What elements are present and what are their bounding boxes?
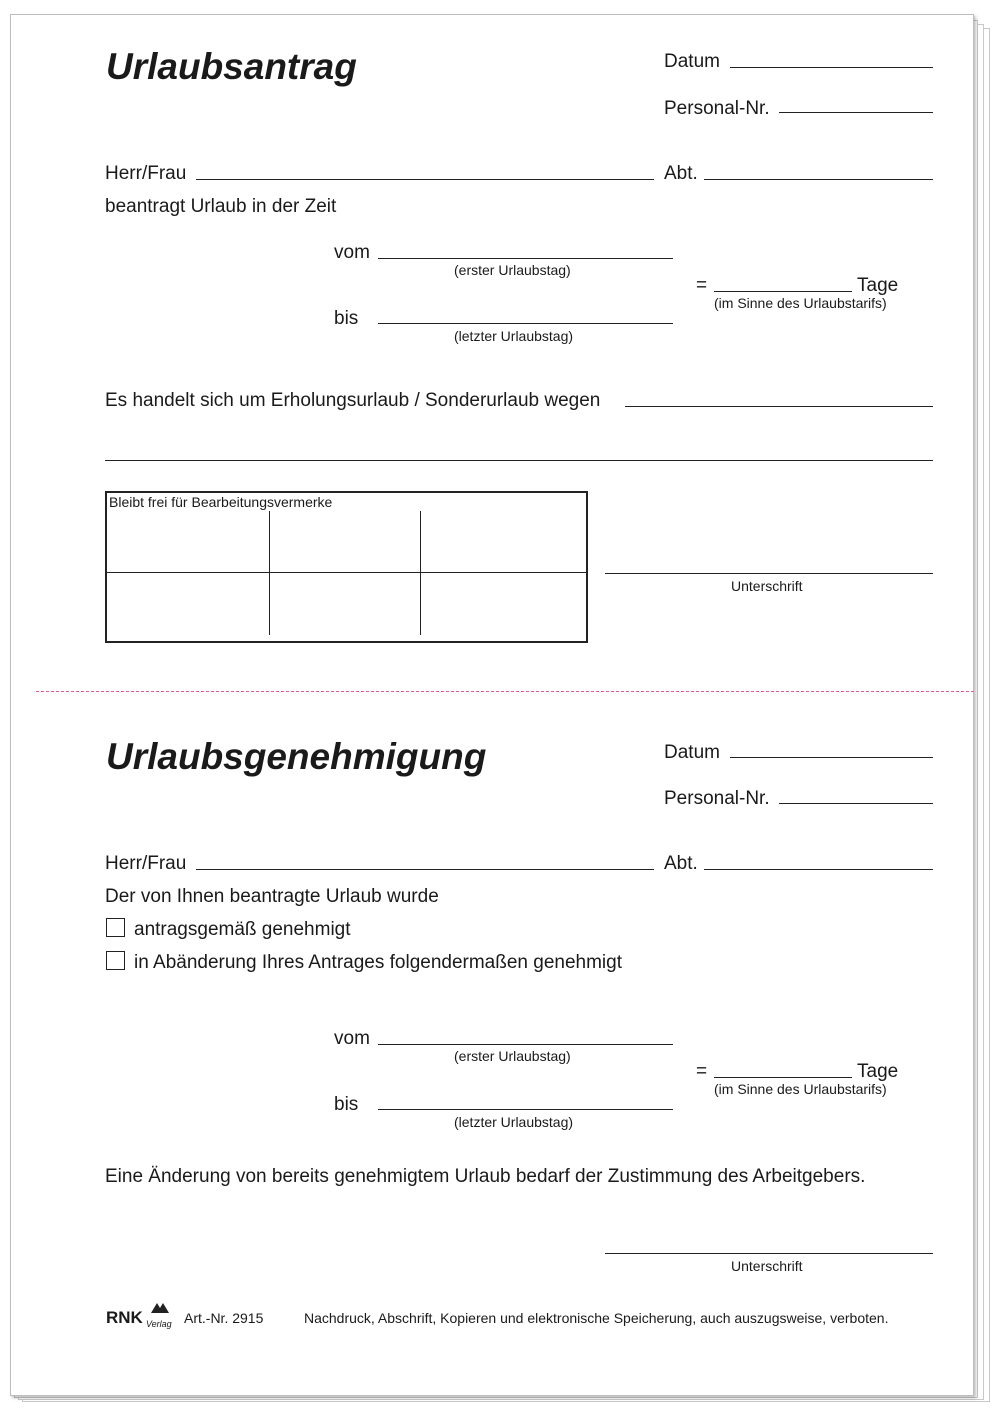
approval-signature-label: Unterschrift	[731, 1258, 803, 1274]
request-intro: beantragt Urlaub in der Zeit	[105, 196, 337, 217]
request-dept-label: Abt.	[664, 163, 698, 184]
request-to-label: bis	[334, 308, 359, 329]
request-days-hint: (im Sinne des Urlaubstarifs)	[714, 295, 887, 311]
request-title: Urlaubsantrag	[106, 46, 357, 87]
request-days-field[interactable]	[714, 291, 852, 292]
approval-from-hint: (erster Urlaubstag)	[454, 1048, 571, 1064]
request-dept-field[interactable]	[704, 179, 933, 180]
office-use-box-divider	[420, 511, 421, 635]
request-personnel-label: Personal-Nr.	[664, 98, 770, 119]
approval-from-label: vom	[334, 1028, 370, 1049]
approval-to-label: bis	[334, 1094, 359, 1115]
approval-option-2-label: in Abänderung Ihres Antrages folgendermaßen genehmigt	[134, 952, 622, 973]
request-reason-label: Es handelt sich um Erholungsurlaub / Sonderurlaub wegen	[105, 390, 601, 411]
approval-dept-label: Abt.	[664, 853, 698, 874]
request-signature-label: Unterschrift	[731, 578, 803, 594]
approval-date-field[interactable]	[730, 757, 933, 758]
publisher-logo-icon	[151, 1303, 169, 1313]
office-use-box-divider	[107, 572, 586, 573]
approval-days-field[interactable]	[714, 1077, 852, 1078]
form-sheet	[10, 14, 974, 1396]
request-date-label: Datum	[664, 51, 720, 72]
approval-to-hint: (letzter Urlaubstag)	[454, 1114, 574, 1130]
request-name-field[interactable]	[196, 179, 654, 180]
publisher-logo-sub: Verlag	[146, 1319, 172, 1329]
approval-notice: Eine Änderung von bereits genehmigtem Urlaub bedarf der Zustimmung des Arbeitgebers.	[105, 1166, 866, 1187]
article-number: Art.-Nr. 2915	[184, 1310, 264, 1326]
office-use-box	[105, 491, 588, 643]
request-reason-field[interactable]	[625, 406, 933, 407]
request-from-label: vom	[334, 242, 370, 263]
request-to-hint: (letzter Urlaubstag)	[454, 328, 574, 344]
request-name-label: Herr/Frau	[105, 163, 187, 184]
approval-personnel-field[interactable]	[779, 803, 933, 804]
publisher-logo: RNK	[106, 1308, 143, 1327]
approval-option-1-label: antragsgemäß genehmigt	[134, 919, 351, 940]
cut-line	[36, 691, 974, 692]
approval-option-1-checkbox[interactable]	[106, 918, 125, 937]
request-personnel-field[interactable]	[779, 112, 933, 113]
request-from-hint: (erster Urlaubstag)	[454, 262, 571, 278]
approval-date-label: Datum	[664, 742, 720, 763]
office-use-box-divider	[269, 511, 270, 635]
approval-to-field[interactable]	[378, 1109, 673, 1110]
approval-option-2-checkbox[interactable]	[106, 951, 125, 970]
approval-days-hint: (im Sinne des Urlaubstarifs)	[714, 1081, 887, 1097]
office-use-box-label: Bleibt frei für Bearbeitungsvermerke	[109, 494, 333, 510]
request-from-field[interactable]	[378, 258, 673, 259]
approval-dept-field[interactable]	[704, 869, 933, 870]
approval-personnel-label: Personal-Nr.	[664, 788, 770, 809]
request-date-field[interactable]	[730, 67, 933, 68]
approval-signature-field[interactable]	[605, 1253, 933, 1254]
request-equals: =	[696, 275, 708, 296]
copyright-notice: Nachdruck, Abschrift, Kopieren und elektronische Speicherung, auch auszugsweise, verboten.	[304, 1310, 889, 1326]
request-signature-field[interactable]	[605, 573, 933, 574]
approval-name-label: Herr/Frau	[105, 853, 187, 874]
approval-title: Urlaubsgenehmigung	[106, 736, 487, 777]
approval-from-field[interactable]	[378, 1044, 673, 1045]
approval-name-field[interactable]	[196, 869, 654, 870]
request-to-field[interactable]	[378, 323, 673, 324]
request-reason-field-continued[interactable]	[105, 460, 933, 461]
approval-intro: Der von Ihnen beantragte Urlaub wurde	[105, 886, 439, 907]
approval-equals: =	[696, 1061, 708, 1082]
approval-days-label: Tage	[857, 1061, 899, 1082]
request-days-label: Tage	[857, 275, 899, 296]
